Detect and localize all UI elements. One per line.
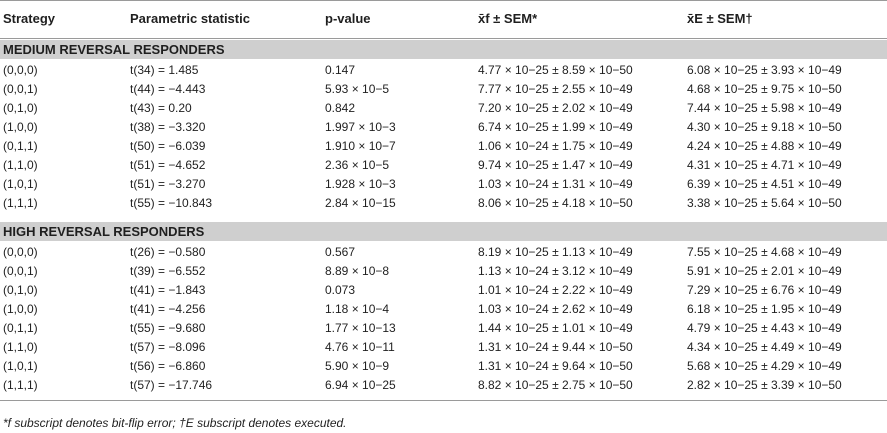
cell-xf: 1.13 × 10−24 ± 3.12 × 10−49	[478, 264, 633, 278]
table-row	[0, 262, 887, 281]
section-header-high	[0, 222, 887, 241]
table-row	[0, 175, 887, 194]
table-row	[0, 61, 887, 80]
cell-statistic: t(51) = −4.652	[130, 158, 206, 172]
table-header	[0, 2, 887, 36]
cell-xe: 4.34 × 10−25 ± 4.49 × 10−49	[687, 340, 842, 354]
cell-p-value: 4.76 × 10−11	[325, 340, 395, 354]
section-title: MEDIUM REVERSAL RESPONDERS	[3, 42, 225, 57]
cell-statistic: t(50) = −6.039	[130, 139, 206, 153]
cell-statistic: t(57) = −17.746	[130, 378, 213, 392]
cell-p-value: 2.84 × 10−15	[325, 196, 396, 210]
cell-xe: 4.30 × 10−25 ± 9.18 × 10−50	[687, 120, 842, 134]
cell-xe: 6.39 × 10−25 ± 4.51 × 10−49	[687, 177, 842, 191]
cell-statistic: t(56) = −6.860	[130, 359, 206, 373]
header-p-value: p-value	[325, 11, 371, 26]
cell-p-value: 5.93 × 10−5	[325, 82, 390, 96]
cell-p-value: 0.073	[325, 283, 356, 297]
table-row	[0, 99, 887, 118]
cell-xf: 7.20 × 10−25 ± 2.02 × 10−49	[478, 101, 633, 115]
table-row	[0, 357, 887, 376]
table-row	[0, 156, 887, 175]
cell-statistic: t(34) = 1.485	[130, 63, 199, 77]
table-row	[0, 118, 887, 137]
cell-strategy: (1,1,0)	[3, 158, 38, 172]
cell-xf: 7.77 × 10−25 ± 2.55 × 10−49	[478, 82, 633, 96]
header-xe-sem: x̄E ± SEM†	[687, 11, 753, 26]
cell-statistic: t(26) = −0.580	[130, 245, 206, 259]
cell-strategy: (0,0,1)	[3, 264, 38, 278]
bottom-rule	[0, 400, 887, 401]
cell-strategy: (1,1,1)	[3, 196, 38, 210]
section-header-medium	[0, 40, 887, 59]
cell-statistic: t(55) = −9.680	[130, 321, 206, 335]
cell-p-value: 2.36 × 10−5	[325, 158, 390, 172]
cell-xf: 1.01 × 10−24 ± 2.22 × 10−49	[478, 283, 633, 297]
header-xf-sem: x̄f ± SEM*	[478, 11, 538, 26]
cell-xe: 4.24 × 10−25 ± 4.88 × 10−49	[687, 139, 842, 153]
cell-statistic: t(39) = −6.552	[130, 264, 206, 278]
cell-strategy: (0,1,0)	[3, 283, 38, 297]
cell-xe: 7.29 × 10−25 ± 6.76 × 10−49	[687, 283, 842, 297]
cell-xf: 8.82 × 10−25 ± 2.75 × 10−50	[478, 378, 633, 392]
cell-xe: 4.68 × 10−25 ± 9.75 × 10−50	[687, 82, 842, 96]
cell-statistic: t(41) = −4.256	[130, 302, 206, 316]
cell-strategy: (0,0,0)	[3, 245, 38, 259]
cell-xe: 3.38 × 10−25 ± 5.64 × 10−50	[687, 196, 842, 210]
cell-xf: 1.06 × 10−24 ± 1.75 × 10−49	[478, 139, 633, 153]
cell-strategy: (1,0,1)	[3, 359, 38, 373]
cell-statistic: t(55) = −10.843	[130, 196, 213, 210]
cell-strategy: (0,1,0)	[3, 101, 38, 115]
table-row	[0, 319, 887, 338]
table-row	[0, 281, 887, 300]
cell-p-value: 0.147	[325, 63, 356, 77]
cell-statistic: t(43) = 0.20	[130, 101, 192, 115]
table-row	[0, 338, 887, 357]
table-footnote: *f subscript denotes bit-flip error; †E subscript denotes executed.	[3, 416, 347, 430]
cell-xe: 4.79 × 10−25 ± 4.43 × 10−49	[687, 321, 842, 335]
header-rule	[0, 38, 887, 39]
cell-strategy: (1,0,0)	[3, 120, 38, 134]
cell-xf: 4.77 × 10−25 ± 8.59 × 10−50	[478, 63, 633, 77]
cell-strategy: (0,1,1)	[3, 139, 38, 153]
cell-p-value: 1.910 × 10−7	[325, 139, 396, 153]
header-strategy: Strategy	[3, 11, 56, 26]
cell-strategy: (0,0,1)	[3, 82, 38, 96]
cell-strategy: (1,0,0)	[3, 302, 38, 316]
cell-strategy: (0,1,1)	[3, 321, 38, 335]
cell-xe: 6.18 × 10−25 ± 1.95 × 10−49	[687, 302, 842, 316]
cell-xf: 9.74 × 10−25 ± 1.47 × 10−49	[478, 158, 633, 172]
cell-p-value: 5.90 × 10−9	[325, 359, 390, 373]
cell-statistic: t(51) = −3.270	[130, 177, 206, 191]
cell-xe: 7.55 × 10−25 ± 4.68 × 10−49	[687, 245, 842, 259]
cell-statistic: t(38) = −3.320	[130, 120, 206, 134]
section-title: HIGH REVERSAL RESPONDERS	[3, 224, 205, 239]
cell-p-value: 1.997 × 10−3	[325, 120, 396, 134]
cell-xe: 5.68 × 10−25 ± 4.29 × 10−49	[687, 359, 842, 373]
cell-xf: 6.74 × 10−25 ± 1.99 × 10−49	[478, 120, 633, 134]
cell-xe: 4.31 × 10−25 ± 4.71 × 10−49	[687, 158, 842, 172]
cell-p-value: 1.928 × 10−3	[325, 177, 396, 191]
table-row	[0, 300, 887, 319]
cell-xf: 8.06 × 10−25 ± 4.18 × 10−50	[478, 196, 633, 210]
cell-strategy: (1,0,1)	[3, 177, 38, 191]
table-row	[0, 376, 887, 395]
header-parametric-statistic: Parametric statistic	[130, 11, 250, 26]
cell-p-value: 1.18 × 10−4	[325, 302, 390, 316]
cell-xf: 1.44 × 10−25 ± 1.01 × 10−49	[478, 321, 633, 335]
cell-statistic: t(44) = −4.443	[130, 82, 206, 96]
cell-xf: 1.31 × 10−24 ± 9.64 × 10−50	[478, 359, 633, 373]
cell-strategy: (0,0,0)	[3, 63, 38, 77]
cell-p-value: 0.567	[325, 245, 356, 259]
cell-statistic: t(57) = −8.096	[130, 340, 206, 354]
cell-xf: 1.31 × 10−24 ± 9.44 × 10−50	[478, 340, 633, 354]
table-row	[0, 194, 887, 213]
top-rule	[0, 0, 887, 1]
cell-xe: 5.91 × 10−25 ± 2.01 × 10−49	[687, 264, 842, 278]
table-row	[0, 243, 887, 262]
cell-p-value: 0.842	[325, 101, 356, 115]
cell-xe: 2.82 × 10−25 ± 3.39 × 10−50	[687, 378, 842, 392]
cell-xf: 1.03 × 10−24 ± 2.62 × 10−49	[478, 302, 633, 316]
cell-p-value: 6.94 × 10−25	[325, 378, 396, 392]
cell-xf: 1.03 × 10−24 ± 1.31 × 10−49	[478, 177, 633, 191]
cell-strategy: (1,1,0)	[3, 340, 38, 354]
cell-xe: 6.08 × 10−25 ± 3.93 × 10−49	[687, 63, 842, 77]
cell-xf: 8.19 × 10−25 ± 1.13 × 10−49	[478, 245, 633, 259]
cell-strategy: (1,1,1)	[3, 378, 38, 392]
cell-p-value: 1.77 × 10−13	[325, 321, 396, 335]
cell-p-value: 8.89 × 10−8	[325, 264, 390, 278]
table-row	[0, 137, 887, 156]
cell-xe: 7.44 × 10−25 ± 5.98 × 10−49	[687, 101, 842, 115]
cell-statistic: t(41) = −1.843	[130, 283, 206, 297]
table-row	[0, 80, 887, 99]
